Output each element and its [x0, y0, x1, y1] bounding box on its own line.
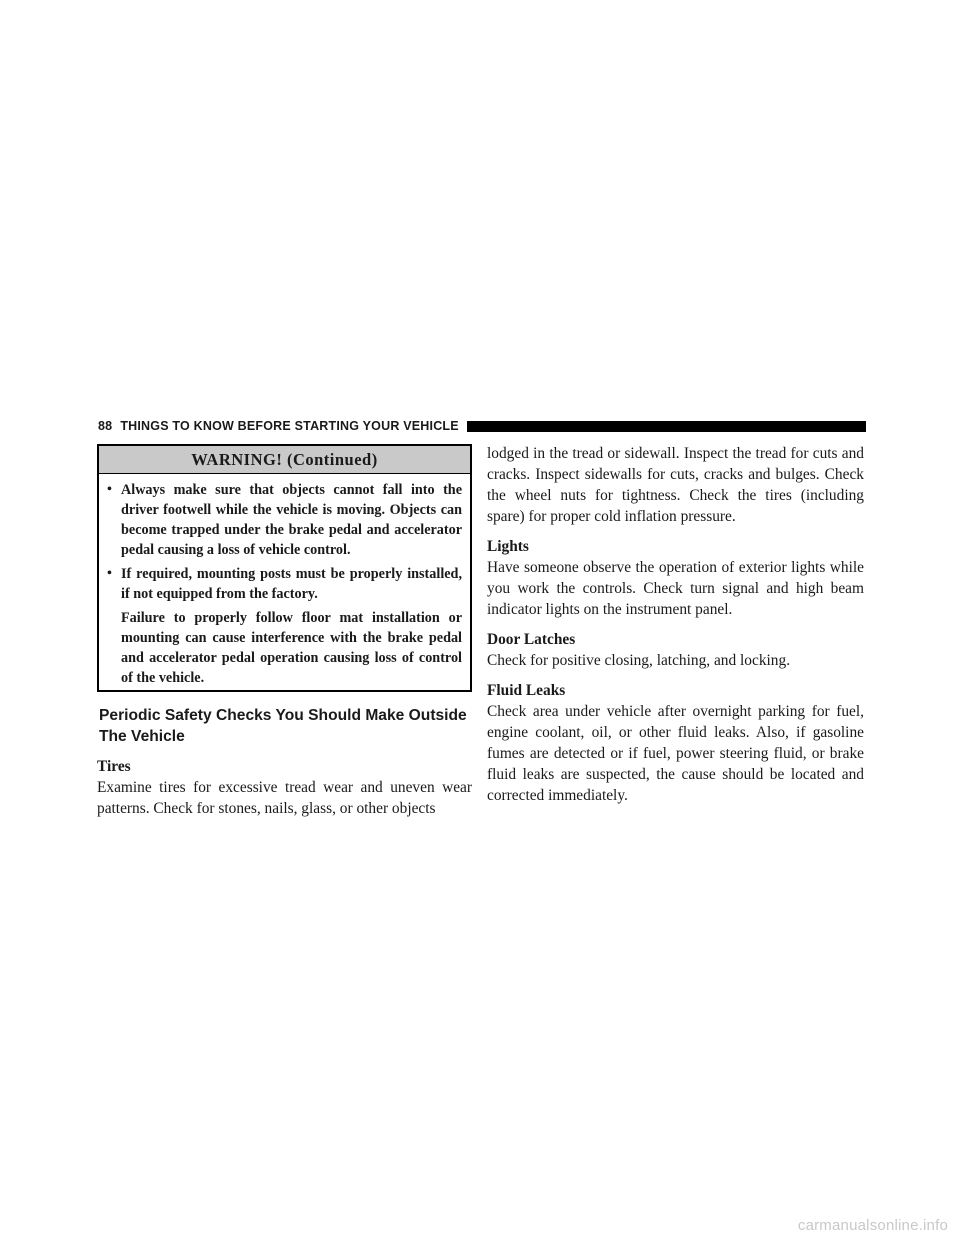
- door-latches-text: Check for positive closing, latching, and locking.: [487, 652, 791, 669]
- fluid-leaks-heading: Fluid Leaks: [487, 682, 566, 699]
- fluid-leaks-text: Check area under vehicle after overnight parking for fuel, engine coolant, oil, or other fluid leaks. Also, if gasoline fumes are detected or if fuel, power steering fluid, or brake fluid leaks are suspected, the cause should be located and corrected immediately.: [487, 703, 864, 804]
- warning-box: [97, 444, 472, 692]
- tires-text-part2: lodged in the tread or sidewall. Inspect the tread for cuts and cracks. Inspect sidewalls for cuts, cracks and bulges. Check the wheel nuts for tightness. Check the tires (including spare) for proper cold inflation pressure.: [487, 445, 864, 525]
- section-heading: Periodic Safety Checks You Should Make Outside The Vehicle: [99, 707, 467, 745]
- right-column: [487, 443, 864, 806]
- tires-heading: Tires: [97, 758, 131, 775]
- header-rule: [467, 421, 866, 432]
- running-header: [98, 418, 866, 434]
- door-latches-heading: Door Latches: [487, 631, 576, 648]
- warning-paragraph: Failure to properly follow floor mat installation or mounting can cause interference with the brake pedal and accelerator pedal operation causing loss of control of the vehicle.: [121, 610, 462, 686]
- lights-heading: Lights: [487, 538, 529, 555]
- left-column: [97, 444, 472, 819]
- page-number: 88: [98, 419, 113, 433]
- warning-bullet: [107, 480, 462, 560]
- bullet-icon: •: [107, 566, 112, 581]
- warning-title: WARNING! (Continued): [99, 446, 470, 474]
- warning-body: [99, 474, 470, 688]
- running-header-title: THINGS TO KNOW BEFORE STARTING YOUR VEHICLE: [120, 419, 459, 433]
- tires-text-part1: Examine tires for excessive tread wear and uneven wear patterns. Check for stones, nails, glass, or other objects: [97, 779, 472, 817]
- watermark: carmanualsonline.info: [797, 1217, 948, 1234]
- bullet-icon: •: [107, 482, 112, 497]
- warning-bullet-text: Always make sure that objects cannot fall into the driver footwell while the vehicle is moving. Objects can become trapped under the brake pedal and accelerator pedal causing a loss of vehicle control.: [121, 482, 462, 558]
- lights-text: Have someone observe the operation of exterior lights while you work the controls. Check turn signal and high beam indicator lights on the instrument panel.: [487, 559, 864, 618]
- warning-bullet: [107, 564, 462, 604]
- warning-bullet-text: If required, mounting posts must be properly installed, if not equipped from the factory.: [121, 566, 462, 602]
